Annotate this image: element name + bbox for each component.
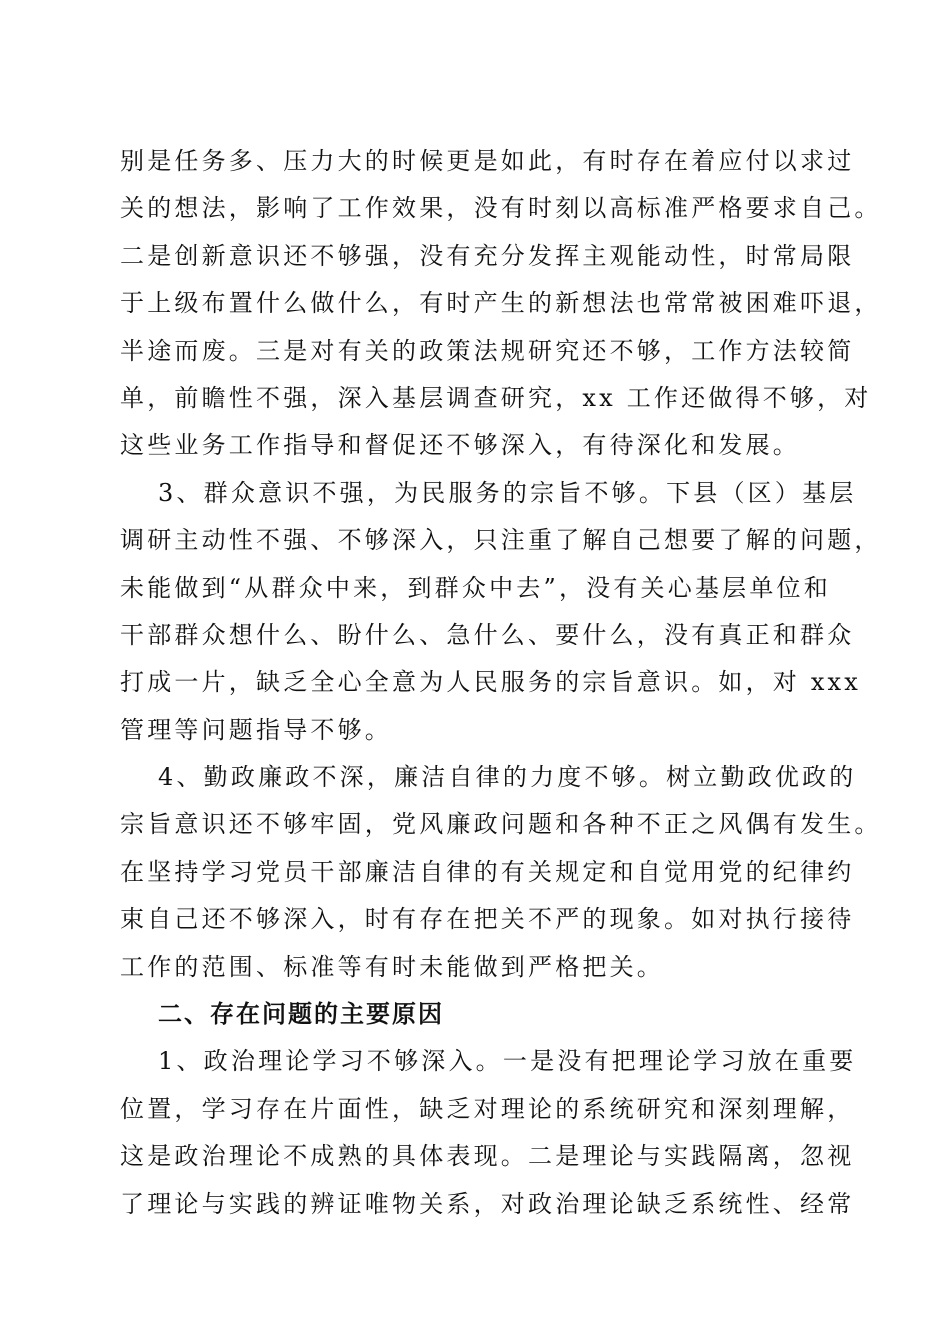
text-line: 调研主动性不强、不够深入，只注重了解自己想要了解的问题， [120, 526, 882, 555]
section-heading [120, 991, 832, 1038]
document-body [120, 138, 882, 1228]
paragraph-cause-1 [120, 1038, 857, 1228]
paragraph-continuation [120, 138, 882, 470]
text-line: 半途而废。三是对有关的政策法规研究还不够，工作方法较简 [120, 336, 855, 365]
text-line: 二是创新意识还不够强，没有充分发挥主观能动性，时常局限 [120, 241, 855, 270]
text-line: 这些业务工作指导和督促还不够深入，有待深化和发展。 [120, 431, 800, 460]
text-line: 在坚持学习党员干部廉洁自律的有关规定和自觉用党的纪律约 [120, 857, 855, 886]
text-line: 别是任务多、压力大的时候更是如此，有时存在着应付以求过 [120, 147, 855, 175]
text-line: 宗旨意识还不够牢固，党风廉政问题和各种不正之风偶有发生。 [120, 810, 882, 839]
text-line: 干部群众想什么、盼什么、急什么、要什么，没有真正和群众 [120, 620, 855, 649]
paragraph-item-3 [120, 470, 882, 754]
text-line: 管理等问题指导不够。 [120, 715, 392, 744]
text-line: 束自己还不够深入，时有存在把关不严的现象。如对执行接待 [120, 905, 855, 934]
section-heading-text: 二、存在问题的主要原因 [158, 1000, 444, 1029]
text-line: 3、群众意识不强，为民服务的宗旨不够。下县（区）基层 [158, 478, 857, 507]
text-line: 了理论与实践的辨证唯物关系，对政治理论缺乏系统性、经常 [120, 1189, 855, 1218]
text-line: 未能做到“从群众中来，到群众中去”，没有关心基层单位和 [120, 573, 831, 602]
text-line: 1、政治理论学习不够深入。一是没有把理论学习放在重要 [158, 1047, 857, 1076]
text-line: 打成一片，缺乏全心全意为人民服务的宗旨意识。如，对 xxx [120, 668, 862, 697]
text-line: 工作的范围、标准等有时未能做到严格把关。 [120, 952, 664, 981]
paragraph-item-4 [120, 754, 882, 991]
text-line: 关的想法，影响了工作效果，没有时刻以高标准严格要求自己。 [120, 194, 882, 223]
text-line: 这是政治理论不成熟的具体表现。二是理论与实践隔离，忽视 [120, 1142, 855, 1171]
text-line: 4、勤政廉政不深，廉洁自律的力度不够。树立勤政优政的 [158, 763, 857, 792]
text-line: 于上级布置什么做什么，有时产生的新想法也常常被困难吓退， [120, 289, 882, 318]
text-line: 单，前瞻性不强，深入基层调查研究，xx 工作还做得不够，对 [120, 383, 872, 412]
text-line: 位置，学习存在片面性，缺乏对理论的系统研究和深刻理解， [120, 1094, 855, 1123]
